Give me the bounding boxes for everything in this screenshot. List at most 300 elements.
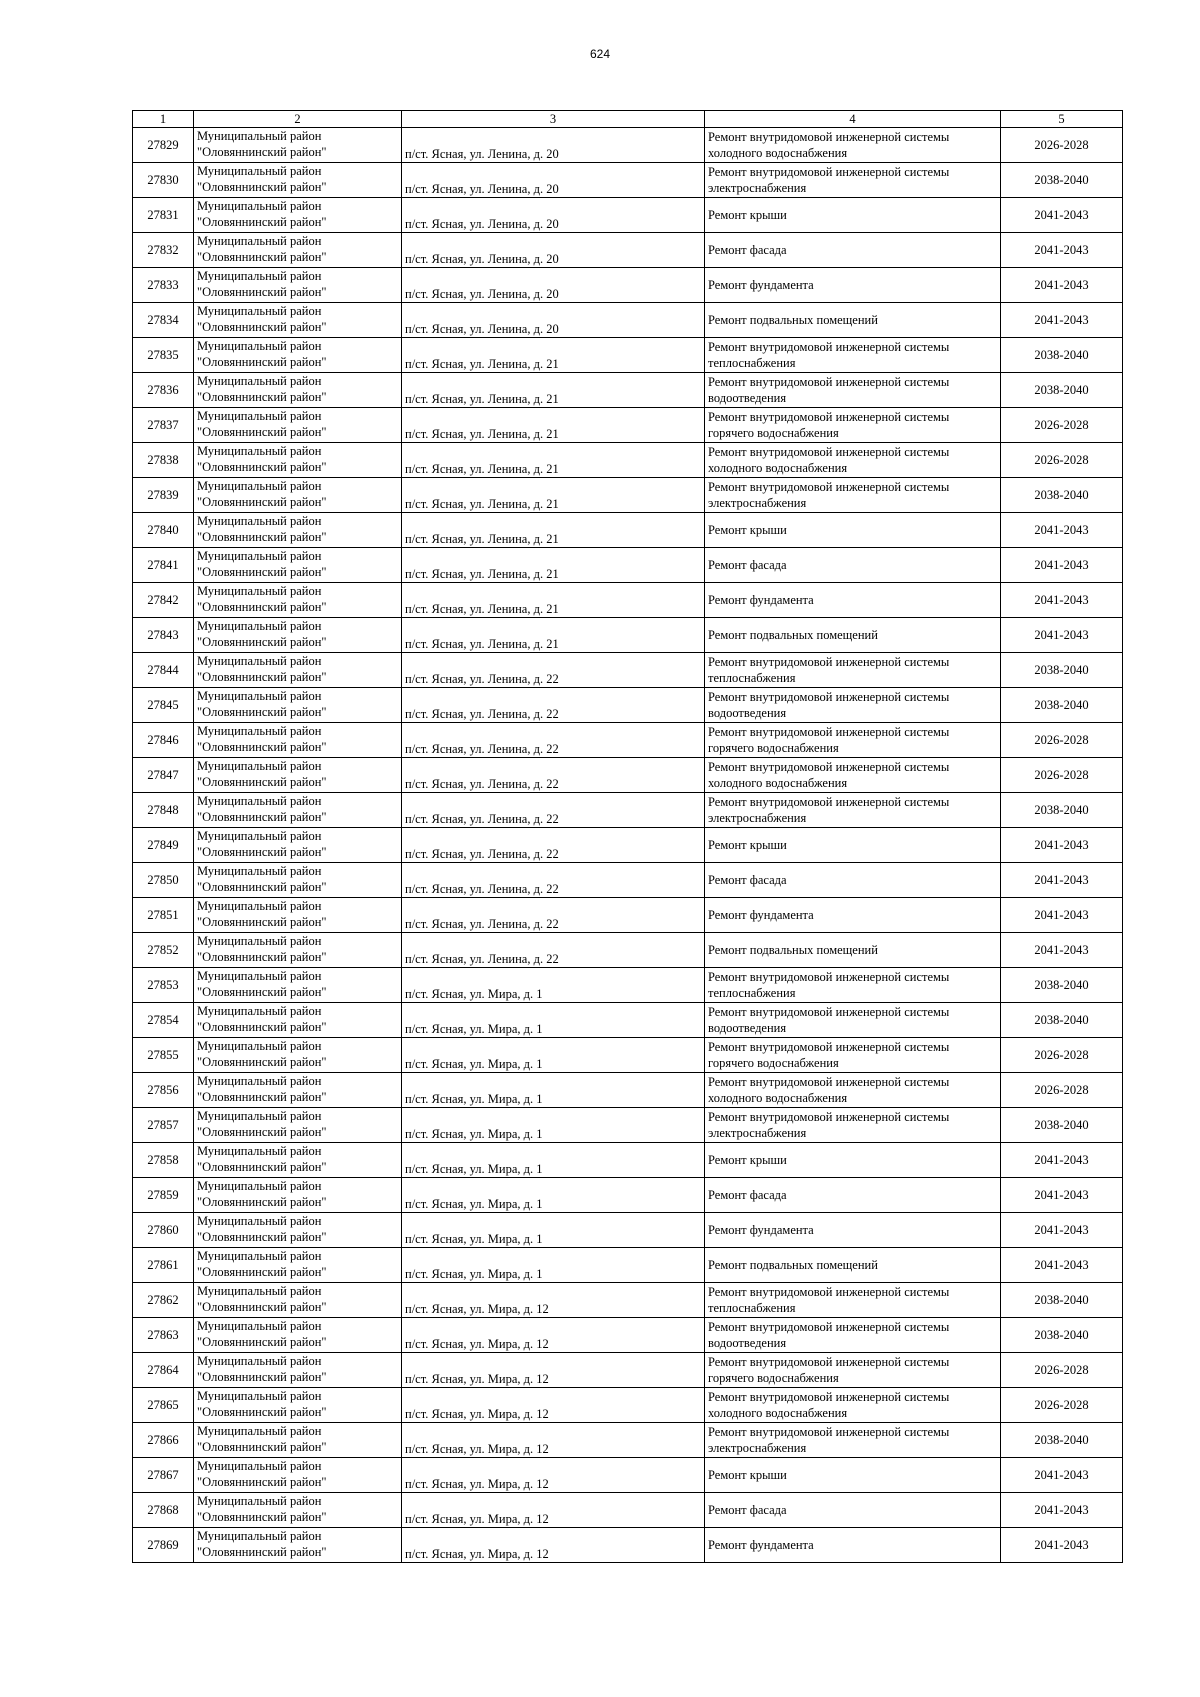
municipality-line: Муниципальный район xyxy=(197,1249,322,1263)
work-type-cell xyxy=(705,1108,1001,1143)
work-type-line: Ремонт внутридомовой инженерной системы xyxy=(708,795,950,809)
work-type-line: водоотведения xyxy=(708,706,787,720)
row-number: 27830 xyxy=(133,163,194,198)
period-cell: 2038-2040 xyxy=(1001,373,1123,408)
table-row xyxy=(133,1353,1123,1388)
municipality-line: Муниципальный район xyxy=(197,654,322,668)
work-type-line: Ремонт крыши xyxy=(708,838,787,852)
work-type-cell xyxy=(705,653,1001,688)
work-type-cell xyxy=(705,408,1001,443)
municipality-line: Муниципальный район xyxy=(197,479,322,493)
period-cell: 2041-2043 xyxy=(1001,933,1123,968)
municipality-cell xyxy=(194,1318,402,1353)
municipality-line: "Оловяннинский район" xyxy=(197,705,327,719)
municipality-line: Муниципальный район xyxy=(197,129,322,143)
address-cell: п/ст. Ясная, ул. Ленина, д. 22 xyxy=(402,933,705,968)
municipality-line: "Оловяннинский район" xyxy=(197,1545,327,1559)
work-type-line: холодного водоснабжения xyxy=(708,461,848,475)
period-cell: 2026-2028 xyxy=(1001,128,1123,163)
municipality-line: Муниципальный район xyxy=(197,759,322,773)
work-type-line: Ремонт фасада xyxy=(708,243,787,257)
row-number: 27867 xyxy=(133,1458,194,1493)
row-number: 27864 xyxy=(133,1353,194,1388)
work-type-line: Ремонт крыши xyxy=(708,523,787,537)
municipality-cell xyxy=(194,1248,402,1283)
municipality-line: Муниципальный район xyxy=(197,1494,322,1508)
address-cell: п/ст. Ясная, ул. Мира, д. 12 xyxy=(402,1458,705,1493)
municipality-line: "Оловяннинский район" xyxy=(197,145,327,159)
period-cell: 2026-2028 xyxy=(1001,443,1123,478)
municipality-line: "Оловяннинский район" xyxy=(197,425,327,439)
municipality-cell xyxy=(194,1528,402,1563)
table-row xyxy=(133,163,1123,198)
work-type-cell xyxy=(705,478,1001,513)
municipality-cell xyxy=(194,933,402,968)
row-number: 27855 xyxy=(133,1038,194,1073)
row-number: 27865 xyxy=(133,1388,194,1423)
municipality-line: "Оловяннинский район" xyxy=(197,1090,327,1104)
row-number: 27849 xyxy=(133,828,194,863)
work-type-line: Ремонт внутридомовой инженерной системы xyxy=(708,1005,950,1019)
column-header-1: 1 xyxy=(133,111,194,128)
work-type-line: Ремонт внутридомовой инженерной системы xyxy=(708,340,950,354)
work-type-line: Ремонт фундамента xyxy=(708,908,814,922)
address-cell: п/ст. Ясная, ул. Мира, д. 12 xyxy=(402,1423,705,1458)
period-cell: 2038-2040 xyxy=(1001,1108,1123,1143)
municipality-line: Муниципальный район xyxy=(197,1319,322,1333)
municipality-line: Муниципальный район xyxy=(197,1144,322,1158)
header-row xyxy=(133,111,1123,128)
work-type-cell xyxy=(705,233,1001,268)
row-number: 27859 xyxy=(133,1178,194,1213)
municipality-line: "Оловяннинский район" xyxy=(197,495,327,509)
period-cell: 2041-2043 xyxy=(1001,1213,1123,1248)
work-type-line: электроснабжения xyxy=(708,496,807,510)
work-type-cell xyxy=(705,1423,1001,1458)
work-type-cell xyxy=(705,723,1001,758)
period-cell: 2038-2040 xyxy=(1001,968,1123,1003)
municipality-cell xyxy=(194,863,402,898)
work-type-line: Ремонт крыши xyxy=(708,1153,787,1167)
period-cell: 2041-2043 xyxy=(1001,583,1123,618)
municipality-cell xyxy=(194,618,402,653)
municipality-line: "Оловяннинский район" xyxy=(197,670,327,684)
table-row xyxy=(133,1213,1123,1248)
work-type-line: горячего водоснабжения xyxy=(708,426,839,440)
work-type-line: водоотведения xyxy=(708,1021,787,1035)
table-row xyxy=(133,1283,1123,1318)
municipality-line: "Оловяннинский район" xyxy=(197,1440,327,1454)
municipality-line: Муниципальный район xyxy=(197,1424,322,1438)
municipality-cell xyxy=(194,233,402,268)
table-row xyxy=(133,373,1123,408)
row-number: 27866 xyxy=(133,1423,194,1458)
work-type-line: Ремонт внутридомовой инженерной системы xyxy=(708,1110,950,1124)
municipality-cell xyxy=(194,268,402,303)
work-type-line: Ремонт фундамента xyxy=(708,593,814,607)
row-number: 27846 xyxy=(133,723,194,758)
table-row xyxy=(133,1248,1123,1283)
municipality-line: "Оловяннинский район" xyxy=(197,985,327,999)
work-type-cell xyxy=(705,758,1001,793)
column-header-4: 4 xyxy=(705,111,1001,128)
municipality-line: Муниципальный район xyxy=(197,934,322,948)
municipality-cell xyxy=(194,898,402,933)
work-type-line: Ремонт внутридомовой инженерной системы xyxy=(708,375,950,389)
municipality-line: "Оловяннинский район" xyxy=(197,215,327,229)
address-cell: п/ст. Ясная, ул. Ленина, д. 21 xyxy=(402,478,705,513)
work-type-cell xyxy=(705,1353,1001,1388)
work-type-cell xyxy=(705,163,1001,198)
municipality-line: Муниципальный район xyxy=(197,164,322,178)
table-row xyxy=(133,443,1123,478)
table-row xyxy=(133,793,1123,828)
row-number: 27836 xyxy=(133,373,194,408)
address-cell: п/ст. Ясная, ул. Ленина, д. 21 xyxy=(402,583,705,618)
municipality-line: Муниципальный район xyxy=(197,794,322,808)
table-header xyxy=(133,111,1123,128)
municipality-cell xyxy=(194,373,402,408)
row-number: 27838 xyxy=(133,443,194,478)
table-row xyxy=(133,1143,1123,1178)
table-row xyxy=(133,1073,1123,1108)
row-number: 27840 xyxy=(133,513,194,548)
municipality-line: Муниципальный район xyxy=(197,689,322,703)
table-row xyxy=(133,1038,1123,1073)
address-cell: п/ст. Ясная, ул. Мира, д. 1 xyxy=(402,968,705,1003)
work-type-line: Ремонт крыши xyxy=(708,1468,787,1482)
municipality-line: Муниципальный район xyxy=(197,1354,322,1368)
table-row xyxy=(133,618,1123,653)
address-cell: п/ст. Ясная, ул. Мира, д. 1 xyxy=(402,1213,705,1248)
period-cell: 2041-2043 xyxy=(1001,828,1123,863)
work-type-cell xyxy=(705,1038,1001,1073)
period-cell: 2026-2028 xyxy=(1001,1038,1123,1073)
address-cell: п/ст. Ясная, ул. Ленина, д. 21 xyxy=(402,513,705,548)
work-type-line: Ремонт фундамента xyxy=(708,1538,814,1552)
work-type-line: водоотведения xyxy=(708,1336,787,1350)
municipality-cell xyxy=(194,1423,402,1458)
period-cell: 2038-2040 xyxy=(1001,1283,1123,1318)
municipality-cell xyxy=(194,1143,402,1178)
work-type-cell xyxy=(705,443,1001,478)
work-type-cell xyxy=(705,1458,1001,1493)
address-cell: п/ст. Ясная, ул. Ленина, д. 20 xyxy=(402,163,705,198)
row-number: 27845 xyxy=(133,688,194,723)
municipality-line: "Оловяннинский район" xyxy=(197,390,327,404)
work-type-line: Ремонт фасада xyxy=(708,558,787,572)
municipality-line: Муниципальный район xyxy=(197,1004,322,1018)
table-row xyxy=(133,898,1123,933)
work-type-line: Ремонт подвальных помещений xyxy=(708,313,878,327)
work-type-line: Ремонт подвальных помещений xyxy=(708,943,878,957)
municipality-line: "Оловяннинский район" xyxy=(197,600,327,614)
period-cell: 2026-2028 xyxy=(1001,1388,1123,1423)
period-cell: 2041-2043 xyxy=(1001,548,1123,583)
work-type-cell xyxy=(705,828,1001,863)
row-number: 27839 xyxy=(133,478,194,513)
work-type-line: теплоснабжения xyxy=(708,671,796,685)
address-cell: п/ст. Ясная, ул. Мира, д. 12 xyxy=(402,1388,705,1423)
address-cell: п/ст. Ясная, ул. Мира, д. 1 xyxy=(402,1143,705,1178)
municipality-cell xyxy=(194,1038,402,1073)
table-row xyxy=(133,933,1123,968)
municipality-line: "Оловяннинский район" xyxy=(197,635,327,649)
municipality-cell xyxy=(194,653,402,688)
municipality-line: "Оловяннинский район" xyxy=(197,285,327,299)
municipality-line: "Оловяннинский район" xyxy=(197,250,327,264)
municipality-line: "Оловяннинский район" xyxy=(197,1265,327,1279)
work-type-line: Ремонт внутридомовой инженерной системы xyxy=(708,130,950,144)
municipality-line: Муниципальный район xyxy=(197,1459,322,1473)
work-type-cell xyxy=(705,128,1001,163)
row-number: 27861 xyxy=(133,1248,194,1283)
municipality-line: Муниципальный район xyxy=(197,864,322,878)
work-type-cell xyxy=(705,548,1001,583)
municipality-line: "Оловяннинский район" xyxy=(197,1405,327,1419)
work-type-line: горячего водоснабжения xyxy=(708,1056,839,1070)
period-cell: 2038-2040 xyxy=(1001,478,1123,513)
period-cell: 2038-2040 xyxy=(1001,1318,1123,1353)
address-cell: п/ст. Ясная, ул. Ленина, д. 22 xyxy=(402,898,705,933)
work-type-line: Ремонт внутридомовой инженерной системы xyxy=(708,165,950,179)
work-type-cell xyxy=(705,583,1001,618)
address-cell: п/ст. Ясная, ул. Ленина, д. 22 xyxy=(402,653,705,688)
work-type-line: теплоснабжения xyxy=(708,986,796,1000)
municipality-line: "Оловяннинский район" xyxy=(197,1510,327,1524)
municipality-line: "Оловяннинский район" xyxy=(197,565,327,579)
work-type-line: Ремонт внутридомовой инженерной системы xyxy=(708,1355,950,1369)
work-type-cell xyxy=(705,303,1001,338)
municipality-cell xyxy=(194,198,402,233)
work-type-line: Ремонт внутридомовой инженерной системы xyxy=(708,1320,950,1334)
work-type-cell xyxy=(705,1528,1001,1563)
municipality-line: "Оловяннинский район" xyxy=(197,1125,327,1139)
table-body xyxy=(133,128,1123,1563)
address-cell: п/ст. Ясная, ул. Ленина, д. 20 xyxy=(402,198,705,233)
municipality-line: "Оловяннинский район" xyxy=(197,1475,327,1489)
municipality-cell xyxy=(194,1213,402,1248)
work-type-cell xyxy=(705,1388,1001,1423)
period-cell: 2041-2043 xyxy=(1001,233,1123,268)
work-type-cell xyxy=(705,373,1001,408)
address-cell: п/ст. Ясная, ул. Ленина, д. 21 xyxy=(402,548,705,583)
address-cell: п/ст. Ясная, ул. Мира, д. 1 xyxy=(402,1038,705,1073)
work-type-cell xyxy=(705,793,1001,828)
municipality-cell xyxy=(194,1283,402,1318)
row-number: 27860 xyxy=(133,1213,194,1248)
work-type-line: Ремонт фасада xyxy=(708,1188,787,1202)
municipality-line: "Оловяннинский район" xyxy=(197,1020,327,1034)
row-number: 27868 xyxy=(133,1493,194,1528)
municipality-line: "Оловяннинский район" xyxy=(197,810,327,824)
municipality-line: "Оловяннинский район" xyxy=(197,915,327,929)
period-cell: 2041-2043 xyxy=(1001,863,1123,898)
work-type-line: Ремонт внутридомовой инженерной системы xyxy=(708,1390,950,1404)
address-cell: п/ст. Ясная, ул. Мира, д. 12 xyxy=(402,1493,705,1528)
work-type-line: холодного водоснабжения xyxy=(708,776,848,790)
municipality-line: Муниципальный район xyxy=(197,1179,322,1193)
municipality-line: Муниципальный район xyxy=(197,269,322,283)
work-type-line: холодного водоснабжения xyxy=(708,1406,848,1420)
municipality-line: "Оловяннинский район" xyxy=(197,845,327,859)
table-row xyxy=(133,1423,1123,1458)
address-cell: п/ст. Ясная, ул. Мира, д. 1 xyxy=(402,1073,705,1108)
period-cell: 2026-2028 xyxy=(1001,408,1123,443)
work-type-cell xyxy=(705,1073,1001,1108)
work-type-line: электроснабжения xyxy=(708,181,807,195)
address-cell: п/ст. Ясная, ул. Мира, д. 1 xyxy=(402,1003,705,1038)
municipality-cell xyxy=(194,478,402,513)
page-number: 624 xyxy=(589,47,611,61)
row-number: 27851 xyxy=(133,898,194,933)
work-type-line: Ремонт внутридомовой инженерной системы xyxy=(708,445,950,459)
work-type-line: Ремонт крыши xyxy=(708,208,787,222)
work-type-cell xyxy=(705,863,1001,898)
column-header-3: 3 xyxy=(402,111,705,128)
work-type-cell xyxy=(705,1143,1001,1178)
period-cell: 2041-2043 xyxy=(1001,1248,1123,1283)
period-cell: 2041-2043 xyxy=(1001,268,1123,303)
period-cell: 2038-2040 xyxy=(1001,688,1123,723)
address-cell: п/ст. Ясная, ул. Ленина, д. 22 xyxy=(402,688,705,723)
municipality-line: "Оловяннинский район" xyxy=(197,1160,327,1174)
row-number: 27829 xyxy=(133,128,194,163)
work-type-cell xyxy=(705,618,1001,653)
table-row xyxy=(133,338,1123,373)
work-type-line: водоотведения xyxy=(708,391,787,405)
work-type-cell xyxy=(705,898,1001,933)
column-header-5: 5 xyxy=(1001,111,1123,128)
capital-repair-table xyxy=(132,110,1123,1563)
period-cell: 2041-2043 xyxy=(1001,1528,1123,1563)
work-type-line: Ремонт фундамента xyxy=(708,1223,814,1237)
work-type-cell xyxy=(705,1213,1001,1248)
work-type-line: электроснабжения xyxy=(708,811,807,825)
table-row xyxy=(133,513,1123,548)
municipality-cell xyxy=(194,723,402,758)
municipality-cell xyxy=(194,443,402,478)
work-type-cell xyxy=(705,338,1001,373)
period-cell: 2041-2043 xyxy=(1001,1458,1123,1493)
table-row xyxy=(133,758,1123,793)
period-cell: 2026-2028 xyxy=(1001,758,1123,793)
municipality-cell xyxy=(194,1003,402,1038)
work-type-line: Ремонт подвальных помещений xyxy=(708,628,878,642)
period-cell: 2041-2043 xyxy=(1001,303,1123,338)
row-number: 27862 xyxy=(133,1283,194,1318)
address-cell: п/ст. Ясная, ул. Ленина, д. 20 xyxy=(402,128,705,163)
address-cell: п/ст. Ясная, ул. Мира, д. 12 xyxy=(402,1318,705,1353)
work-type-line: Ремонт внутридомовой инженерной системы xyxy=(708,655,950,669)
work-type-line: электроснабжения xyxy=(708,1126,807,1140)
work-type-line: Ремонт фундамента xyxy=(708,278,814,292)
row-number: 27844 xyxy=(133,653,194,688)
work-type-cell xyxy=(705,1318,1001,1353)
municipality-line: Муниципальный район xyxy=(197,234,322,248)
period-cell: 2026-2028 xyxy=(1001,1353,1123,1388)
row-number: 27847 xyxy=(133,758,194,793)
table-row xyxy=(133,478,1123,513)
period-cell: 2038-2040 xyxy=(1001,1423,1123,1458)
table-row xyxy=(133,653,1123,688)
table-row xyxy=(133,1458,1123,1493)
table-row xyxy=(133,1318,1123,1353)
municipality-line: "Оловяннинский район" xyxy=(197,1195,327,1209)
municipality-line: Муниципальный район xyxy=(197,1074,322,1088)
row-number: 27850 xyxy=(133,863,194,898)
address-cell: п/ст. Ясная, ул. Ленина, д. 22 xyxy=(402,758,705,793)
municipality-cell xyxy=(194,1073,402,1108)
address-cell: п/ст. Ясная, ул. Мира, д. 12 xyxy=(402,1353,705,1388)
address-cell: п/ст. Ясная, ул. Мира, д. 12 xyxy=(402,1283,705,1318)
row-number: 27832 xyxy=(133,233,194,268)
row-number: 27835 xyxy=(133,338,194,373)
work-type-cell xyxy=(705,1003,1001,1038)
period-cell: 2041-2043 xyxy=(1001,1178,1123,1213)
work-type-line: электроснабжения xyxy=(708,1441,807,1455)
work-type-line: горячего водоснабжения xyxy=(708,741,839,755)
period-cell: 2041-2043 xyxy=(1001,1493,1123,1528)
row-number: 27843 xyxy=(133,618,194,653)
row-number: 27834 xyxy=(133,303,194,338)
work-type-line: Ремонт внутридомовой инженерной системы xyxy=(708,1425,950,1439)
municipality-cell xyxy=(194,688,402,723)
municipality-cell xyxy=(194,513,402,548)
work-type-line: Ремонт внутридомовой инженерной системы xyxy=(708,970,950,984)
table-row xyxy=(133,583,1123,618)
table-row xyxy=(133,863,1123,898)
address-cell: п/ст. Ясная, ул. Ленина, д. 21 xyxy=(402,443,705,478)
address-cell: п/ст. Ясная, ул. Ленина, д. 20 xyxy=(402,233,705,268)
address-cell: п/ст. Ясная, ул. Мира, д. 1 xyxy=(402,1248,705,1283)
municipality-cell xyxy=(194,303,402,338)
address-cell: п/ст. Ясная, ул. Ленина, д. 21 xyxy=(402,338,705,373)
municipality-cell xyxy=(194,1388,402,1423)
address-cell: п/ст. Ясная, ул. Ленина, д. 20 xyxy=(402,268,705,303)
municipality-line: "Оловяннинский район" xyxy=(197,180,327,194)
municipality-line: "Оловяннинский район" xyxy=(197,460,327,474)
municipality-line: Муниципальный район xyxy=(197,1529,322,1543)
period-cell: 2026-2028 xyxy=(1001,723,1123,758)
work-type-cell xyxy=(705,268,1001,303)
table-row xyxy=(133,303,1123,338)
work-type-line: горячего водоснабжения xyxy=(708,1371,839,1385)
work-type-cell xyxy=(705,968,1001,1003)
table-row xyxy=(133,198,1123,233)
municipality-cell xyxy=(194,548,402,583)
work-type-line: теплоснабжения xyxy=(708,1301,796,1315)
row-number: 27869 xyxy=(133,1528,194,1563)
municipality-line: Муниципальный район xyxy=(197,1214,322,1228)
work-type-cell xyxy=(705,1248,1001,1283)
municipality-cell xyxy=(194,1493,402,1528)
work-type-cell xyxy=(705,1493,1001,1528)
municipality-line: Муниципальный район xyxy=(197,969,322,983)
municipality-cell xyxy=(194,1458,402,1493)
row-number: 27854 xyxy=(133,1003,194,1038)
municipality-line: "Оловяннинский район" xyxy=(197,1055,327,1069)
address-cell: п/ст. Ясная, ул. Ленина, д. 21 xyxy=(402,408,705,443)
municipality-cell xyxy=(194,408,402,443)
work-type-line: Ремонт внутридомовой инженерной системы xyxy=(708,725,950,739)
address-cell: п/ст. Ясная, ул. Мира, д. 1 xyxy=(402,1178,705,1213)
table-row xyxy=(133,1493,1123,1528)
work-type-line: Ремонт подвальных помещений xyxy=(708,1258,878,1272)
work-type-cell xyxy=(705,513,1001,548)
municipality-cell xyxy=(194,1353,402,1388)
table-row xyxy=(133,828,1123,863)
